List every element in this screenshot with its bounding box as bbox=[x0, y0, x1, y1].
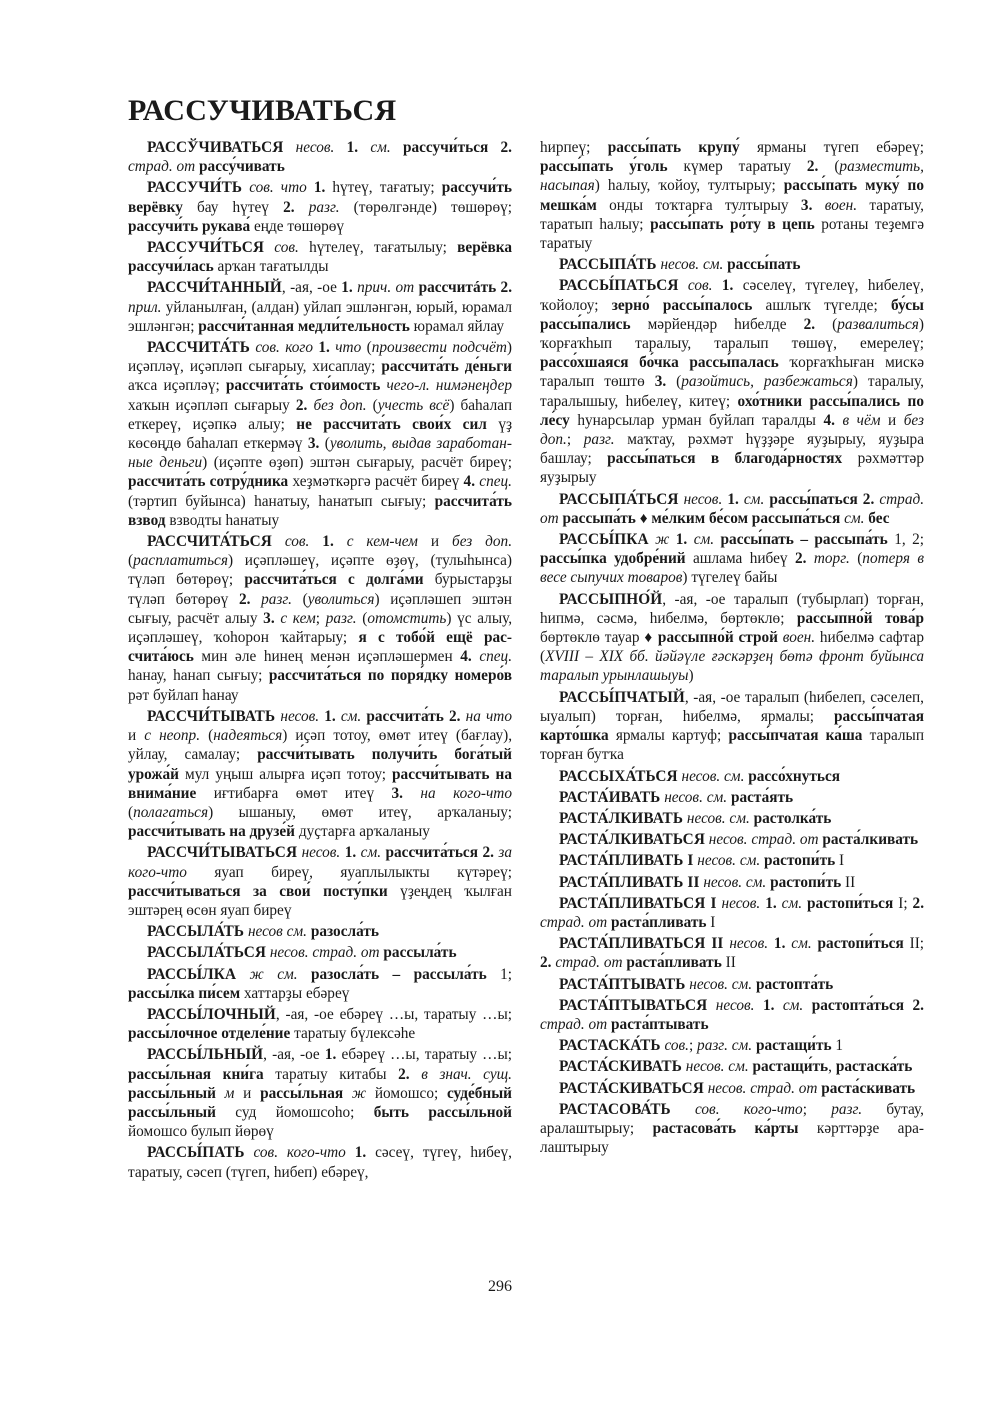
dictionary-entry: РАССЫ́ПАТЬ сов. кого-что 1. сәсеү, түгеү, һибеү, таратыу, сәсеп (түгеп, һибеп) ебәреү, bbox=[128, 1144, 513, 1181]
dictionary-entry: РАСТАСКА́ТЬ сов.; разг. см. растащи́ть 1 bbox=[559, 1037, 844, 1055]
dictionary-entry: РАССЫПА́ТЬСЯ несов. 1. см. рассы́паться 2. страд. от рассыпа́ть ♦ ме́лким бе́сом рассыпа́ться см. бес bbox=[540, 490, 925, 527]
dictionary-entry: РАСТАСОВА́ТЬ сов. кого-что; разг. бутау, аралаштырыу; растасова́ть ка́рты кәрттәрҙе аралаштырыу bbox=[540, 1100, 925, 1157]
dictionary-entry: РАССЫПА́ТЬ несов. см. рассы́пать bbox=[559, 256, 801, 274]
dictionary-entry: РАСТА́ПТЫВАТЬСЯ несов. 1. см. растопта́ться 2. страд. от раста́птывать bbox=[540, 996, 924, 1033]
running-head: РАССУЧИВАТЬСЯ bbox=[128, 94, 397, 127]
dictionary-entry: РАССЧИ́ТАННЫЙ, -ая, -ое 1. прич. от рассчитáть 2. прил. уйланылған, (алдан) уйлап эшләнгән, юрый, юрамал эшләнгән; рассчи́танная медли́тельность юрамал яйлау bbox=[128, 279, 513, 335]
dictionary-entry: РАСТА́ПЛИВАТЬ I несов. см. растопи́ть I bbox=[559, 852, 845, 870]
dictionary-entry: РАССУЧИ́ТЬ сов. что 1. һүтеү, тағатыу; рассучи́ть верёвку бау һүтеү 2. разг. (төрөлгәнде) төшөрөү; рассучи́ть рукава́ еңде төшөрөү bbox=[128, 179, 513, 235]
dictionary-entry: РАСТА́ПЛИВАТЬСЯ II несов. 1. см. растопи́ться II; 2. страд. от раста́пливать II bbox=[540, 935, 925, 972]
page-number: 296 bbox=[488, 1278, 512, 1295]
dictionary-entry: РАСТА́ПЛИВАТЬСЯ I несов. 1. см. растопи́ться I; 2. страд. от раста́пливать I bbox=[540, 894, 925, 931]
left-column bbox=[128, 138, 512, 1184]
dictionary-entry: РАССЎЧИВАТЬСЯ несов. 1. см. рассучи́ться 2. страд. от рассу́чивать bbox=[128, 139, 512, 176]
dictionary-entry: РАССЫПНО́Й, -ая, -ое таралып (тубырлап) торған, һипмә, сәсмә, һибелмә, бөртөклө; рассыпно́й това́р бөртөклө тауар ♦ рассыпно́й строй воен. һибелмә сафтар (XVIII – XIX бб. йәйәүле ғәскәрҙең бөтә фронт буйынса таралып урынлашыуы) bbox=[540, 590, 924, 685]
dictionary-entry: РАССУЧИ́ТЬСЯ сов. һүтелеү, тағатылыу; верёвка рассучи́лась арҡан тағатылды bbox=[128, 239, 512, 276]
right-column bbox=[540, 138, 924, 1159]
dictionary-entry: РАССЫ́ПАТЬСЯ сов. 1. сәселеү, түгелеү, һибелеү, ҡойолоу; зерно́ рассы́палось ашлыҡ түгелде; бу́сы рассы́пались мәрйендәр һибелде 2. (развалиться) ҡорғаҡһып таралыу, таралып төшөү, емерелеү; рассо́хшаяся бо́чка рассы́палась ҡорғаҡһыған мискә таралып төштө 3. (разойтись, разбежаться) таралыу, таралышыу, һибелеү, китеү; охо́тники рассы́пались по ле́су һунарсылар урман буйлап таралды 4. в чём и без доп.; разг. маҡтау, рәхмәт һүҙҙәре яуҙырыу, яуҙыра башлау; рассы́паться в благода́рностях рәхмәттәр яуҙырыу bbox=[540, 277, 925, 487]
dictionary-entry: РАСТА́ЛКИВАТЬ несов. см. растолка́ть bbox=[559, 809, 832, 827]
dictionary-entry: РАССЫЛА́ТЬСЯ несов. страд. от рассыла́ть bbox=[147, 944, 457, 962]
dictionary-entry: РАССЫ́ПЧАТЫЙ, -ая, -ое таралып (һибелеп, сәселеп, ыуалып) торған, һибелмә, ярмалы; рассы́пчатая карто́шка ярмалы картуф; рассы́пчатая ка́ша таралып торған бутҡа bbox=[540, 688, 924, 764]
dictionary-entry: РАСТА́ПТЫВАТЬ несов. см. растопта́ть bbox=[559, 975, 834, 993]
dictionary-entry: РАССЧИТА́ТЬСЯ сов. 1. с кем-чем и без доп. (расплатиться) иҫәпләшеү, иҫәпте өҙөү, (тулыһынса) түләп бөтөрөү; рассчита́ться с долга́ми бурыстарҙы түләп бөтөрөү 2. разг. (уволиться) иҫәпләшеп эштән сығыу, расчёт алыу 3. с кем; разг. (отомстить) үс алыу, иҫәпләшеү, ҡоһорон ҡайтарыу; я с тобо́й ещё рассчита́юсь мин әле һинең менән иҫәпләшермен 4. спец. һанау, һанап сығыу; рассчита́ться по поря́дку номеро́в рәт буйлап һанау bbox=[128, 533, 513, 704]
dictionary-entry: РАССЧИТА́ТЬ сов. кого 1. что (произвести подсчёт) иҫәпләү, иҫәпләп сығарыу, хисаплау; рассчита́ть де́ньги аҡса иҫәпләү; рассчита́ть сто́имость чего-л. нимәнеңдер хаҡын иҫәпләп сығарыу 2. без доп. (учесть всё) баһалап еткереү, иҫәпкә алыу; не рассчита́ть свои́х сил үҙ көсөңдө баһалап еткермәү 3. (уволить, выдав заработанные деньги) (иҫәпте өҙөп) эштән сығарыу, расчёт биреү; рассчита́ть сотру́дника хеҙмәткәргә расчёт биреү 4. спец. (тәртип буйынса) һанатыу, һанатып сығыу; рассчита́ть взвод взводты һанатыу bbox=[128, 339, 513, 529]
dictionary-entry: РАСТА́ИВАТЬ несов. см. раста́ять bbox=[559, 788, 794, 806]
dictionary-entry: РАСТА́СКИВАТЬ несов. см. растащи́ть, растаска́ть bbox=[559, 1058, 913, 1076]
dictionary-entry: РАСТА́ПЛИВАТЬ II несов. см. растопи́ть II bbox=[559, 873, 856, 891]
dictionary-entry: РАССЫ́ЛОЧНЫЙ, -ая, -ое ебәреү …ы, таратыу …ы; рассы́лочное отделе́ние таратыу бүлексәһе bbox=[128, 1005, 512, 1043]
dictionary-entry: РАССЧИ́ТЫВАТЬ несов. 1. см. рассчита́ть 2. на что и с неопр. (надеяться) иҫәп тотоу, өмөт итеү (бағлау), уйлау, самалау; рассчи́тывать получи́ть бога́тый урожа́й мул уңыш алырға иҫәп тотоу; рассчи́тывать на внима́ние иғтибарға өмөт итеү 3. на кого-что (полагаться) ышаныу, өмөт итеү, арҡаланыу; рассчи́тывать на друзе́й дуҫтарға арҡаланыу bbox=[128, 707, 513, 841]
dictionary-entry: РАССЫХА́ТЬСЯ несов. см. рассо́хнуться bbox=[559, 767, 841, 785]
dictionary-entry: РАССЫ́ЛКА ж см. разосла́ть – рассыла́ть 1; рассы́лка пи́сем хаттарҙы ебәреү bbox=[128, 965, 512, 1002]
dictionary-entry: РАССЫ́ЛЬНЫЙ, -ая, -ое 1. ебәреү …ы, таратыу …ы; рассы́льная кни́га таратыу китабы 2. в знач. сущ. рассы́льный м и рассы́льная ж йомошсо; суде́бный рассы́льный суд йомошсоһо; быть рассы́льной йомошсо булып йөрөү bbox=[128, 1046, 513, 1141]
dictionary-entry: РАССЧИ́ТЫВАТЬСЯ несов. 1. см. рассчита́ться 2. за кого-что яуап биреү, яуаплылыкты күтәреү; рассчи́тываться за свои́ посту́пки үҙеңдең ҡылған эштәрең өсөн яуап биреү bbox=[128, 844, 512, 919]
dictionary-entry: РАСТА́ЛКИВАТЬСЯ несов. страд. от раста́лкивать bbox=[559, 831, 919, 849]
dictionary-entry: РАССЫЛА́ТЬ несов см. разосла́ть bbox=[147, 923, 379, 941]
dictionary-entry: РАСТА́СКИВАТЬСЯ несов. страд. от раста́скивать bbox=[559, 1079, 916, 1097]
dictionary-entry: һирпеү; рассы́пать крупу́ ярманы түгеп ебәреү; рассы́пать у́голь күмер таратыу 2. (разместить, насыпая) һалыу, ҡойоу, тултырыу; рассы́пать муку́ по мешка́м онды тоҡтарға тултырыу 3. воен. таратыу, таратып һалыу; рассы́пать ро́ту в цепь ротаны теҙемгә таратыу bbox=[540, 139, 924, 253]
dictionary-entry: РАССЫ́ПКА ж 1. см. рассы́пать – рассыпа́ть 1, 2; рассы́пка удобре́ний ашлама һибеү 2. торг. (потеря в весе сыпучих товаров) түгелеү байы bbox=[540, 531, 925, 587]
